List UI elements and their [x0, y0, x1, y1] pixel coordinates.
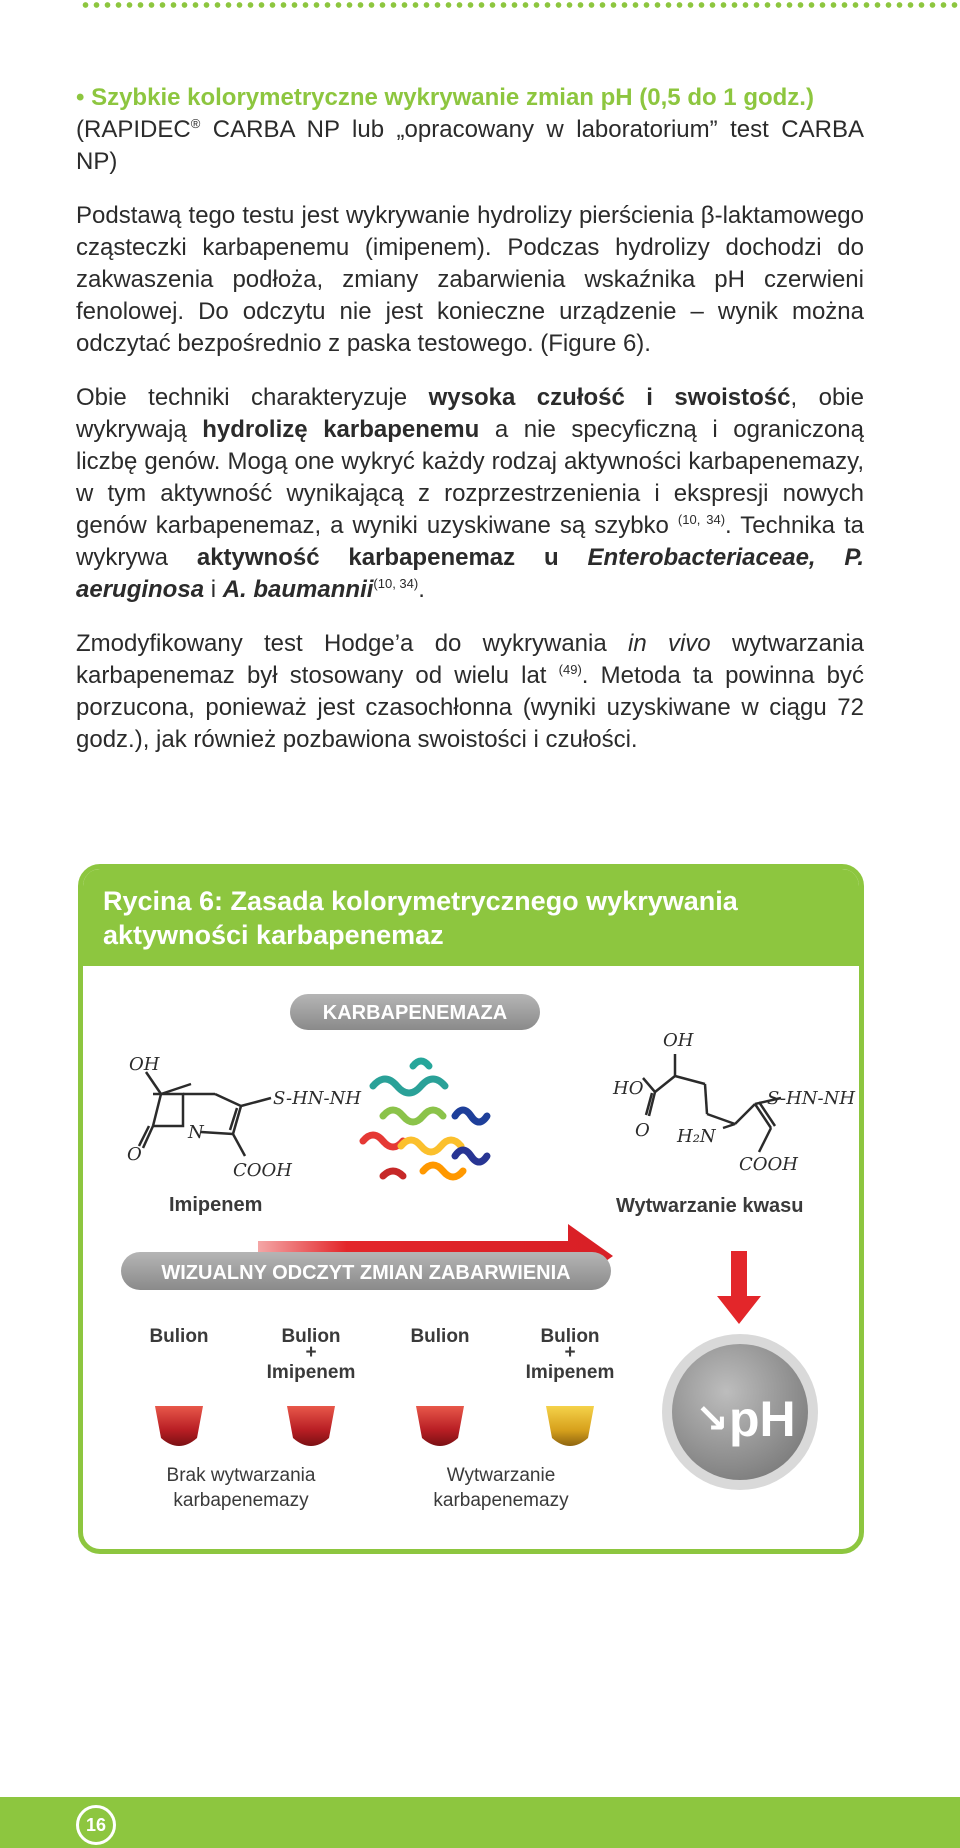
product-ho: HO — [613, 1078, 644, 1099]
visual-readout-label: WIZUALNY ODCZYT ZMIAN ZABARWIENIA — [161, 1262, 571, 1284]
citation: (10, 34) — [373, 576, 419, 591]
figure-title-line-1: Rycina 6: Zasada kolorymetrycznego wykrywania — [103, 886, 738, 916]
well-3-label: Bulion — [410, 1326, 470, 1347]
subheading-prefix: (RAPIDEC — [76, 116, 191, 143]
figure-title — [83, 869, 859, 966]
imipenem-side-chain: S-HN-NH — [273, 1088, 362, 1109]
p2-text: Obie techniki charakteryzuje — [76, 384, 429, 411]
imipenem-n: N — [188, 1122, 204, 1143]
p2-bold-italic: Enterobacteriaceae — [587, 544, 809, 571]
well-2-label: Bulion — [281, 1326, 341, 1347]
paragraph-3 — [76, 628, 864, 756]
p2-text: i — [204, 576, 223, 603]
p2-bold: wysoka czułość i swoistość — [428, 384, 791, 411]
section-subheading — [76, 114, 864, 178]
paragraph-1: Podstawą tego testu jest wykrywanie hydrolizy pierścienia β-laktamowego cząsteczki karbapenemu (imipenem). Podczas hydrolizy dochodzi do zakwaszenia podłoża, zmiany zabarwienia wskaźnika pH czerwieni fenolowej. Do odczytu nie jest konieczne urządzenie – wynik można odczytać bezpośrednio z paska testowego. (Figure 6). — [76, 202, 864, 357]
ph-label: pH — [729, 1391, 796, 1447]
p2-text: a nie specyficzną i ograniczoną liczbę genów. Mogą one wykryć każdy rodzaj aktywności karbapenemazy, w tym aktywność wynikającą z rozprzestrzenienia i ekspresji nowych genów karbapenemaz, a wyniki uzyskiwane są szybko — [76, 416, 865, 539]
page-number: 16 — [76, 1805, 116, 1845]
section-heading — [76, 82, 864, 114]
product-h2n: H₂N — [677, 1126, 716, 1147]
p2-bold-italic: , P. aeruginosa — [76, 544, 865, 603]
figure-illustration — [83, 966, 859, 1549]
product-o: O — [635, 1120, 650, 1141]
acid-production-label: Wytwarzanie kwasu — [616, 1195, 804, 1217]
citation: (49) — [558, 662, 582, 677]
product-side-chain: S-HN-NH — [767, 1088, 856, 1109]
imipenem-structure — [139, 1072, 271, 1156]
p2-bold: aktywność karbapenemaz u — [196, 544, 588, 571]
p3-italic: in vivo — [628, 630, 711, 657]
imipenem-label: Imipenem — [169, 1194, 263, 1216]
well-3 — [416, 1406, 464, 1446]
down-arrow — [717, 1251, 761, 1324]
footer-bar — [0, 1797, 960, 1848]
well-1 — [155, 1406, 203, 1446]
p3-text: wytwarzania karbapenemaz był stosowany od wielu lat — [76, 630, 864, 689]
heading-text: Szybkie kolorymetryczne wykrywanie zmian pH (0,5 do 1 godz.) — [91, 84, 814, 111]
result-positive-line-1: Wytwarzanie — [446, 1465, 556, 1486]
well-2 — [287, 1406, 335, 1446]
well-1-label: Bulion — [149, 1326, 209, 1347]
figure-diagram — [83, 966, 859, 1549]
paragraph-2 — [76, 382, 864, 606]
subheading-suffix: CARBA NP lub „opracowany w laboratorium” test CARBA NP) — [76, 116, 864, 175]
p2-text: , obie wykrywają — [76, 384, 864, 443]
bullet: • — [76, 84, 85, 111]
result-negative-line-1: Brak wytwarzania — [166, 1465, 316, 1486]
product-oh: OH — [663, 1030, 694, 1051]
result-positive-line-2: karbapenemazy — [433, 1490, 569, 1511]
result-negative-line-2: karbapenemazy — [173, 1490, 309, 1511]
p3-text: Zmodyfikowany test Hodge’a do wykrywania — [76, 630, 628, 657]
registered-mark: ® — [190, 116, 201, 131]
well-4 — [546, 1406, 594, 1446]
p2-text: . — [418, 576, 425, 603]
protein-ribbon-icon — [363, 1061, 487, 1177]
imipenem-cooh: COOH — [233, 1160, 292, 1181]
imipenem-oh: OH — [129, 1054, 160, 1075]
figure-title-line-2: aktywności karbapenemaz — [103, 920, 444, 950]
main-text — [76, 82, 864, 756]
figure-box — [78, 864, 864, 1554]
p3-text: . Metoda ta powinna być porzucona, ponieważ jest czasochłonna (wyniki uzyskiwane w ciągu 72 godz.), jak również pozbawiona swoistości i czułości. — [76, 662, 865, 753]
p2-text: . Technika ta wykrywa — [76, 512, 865, 571]
well-4-label: Bulion — [540, 1326, 600, 1347]
well-2-plus: + — [305, 1342, 317, 1363]
dotted-border-decoration — [80, 0, 960, 10]
well-4-label-imipenem: Imipenem — [525, 1362, 615, 1383]
imipenem-o: O — [127, 1144, 142, 1165]
well-2-label-imipenem: Imipenem — [266, 1362, 356, 1383]
enzyme-label: KARBAPENEMAZA — [322, 1002, 508, 1024]
citation: (10, 34) — [677, 512, 726, 527]
well-4-plus: + — [564, 1342, 576, 1363]
p2-bold: hydrolizę karbapenemu — [202, 416, 480, 443]
product-cooh: COOH — [739, 1154, 798, 1175]
p2-bold-italic: A. baumannii — [222, 576, 374, 603]
ph-down-arrow-icon: ↘ — [695, 1396, 729, 1442]
